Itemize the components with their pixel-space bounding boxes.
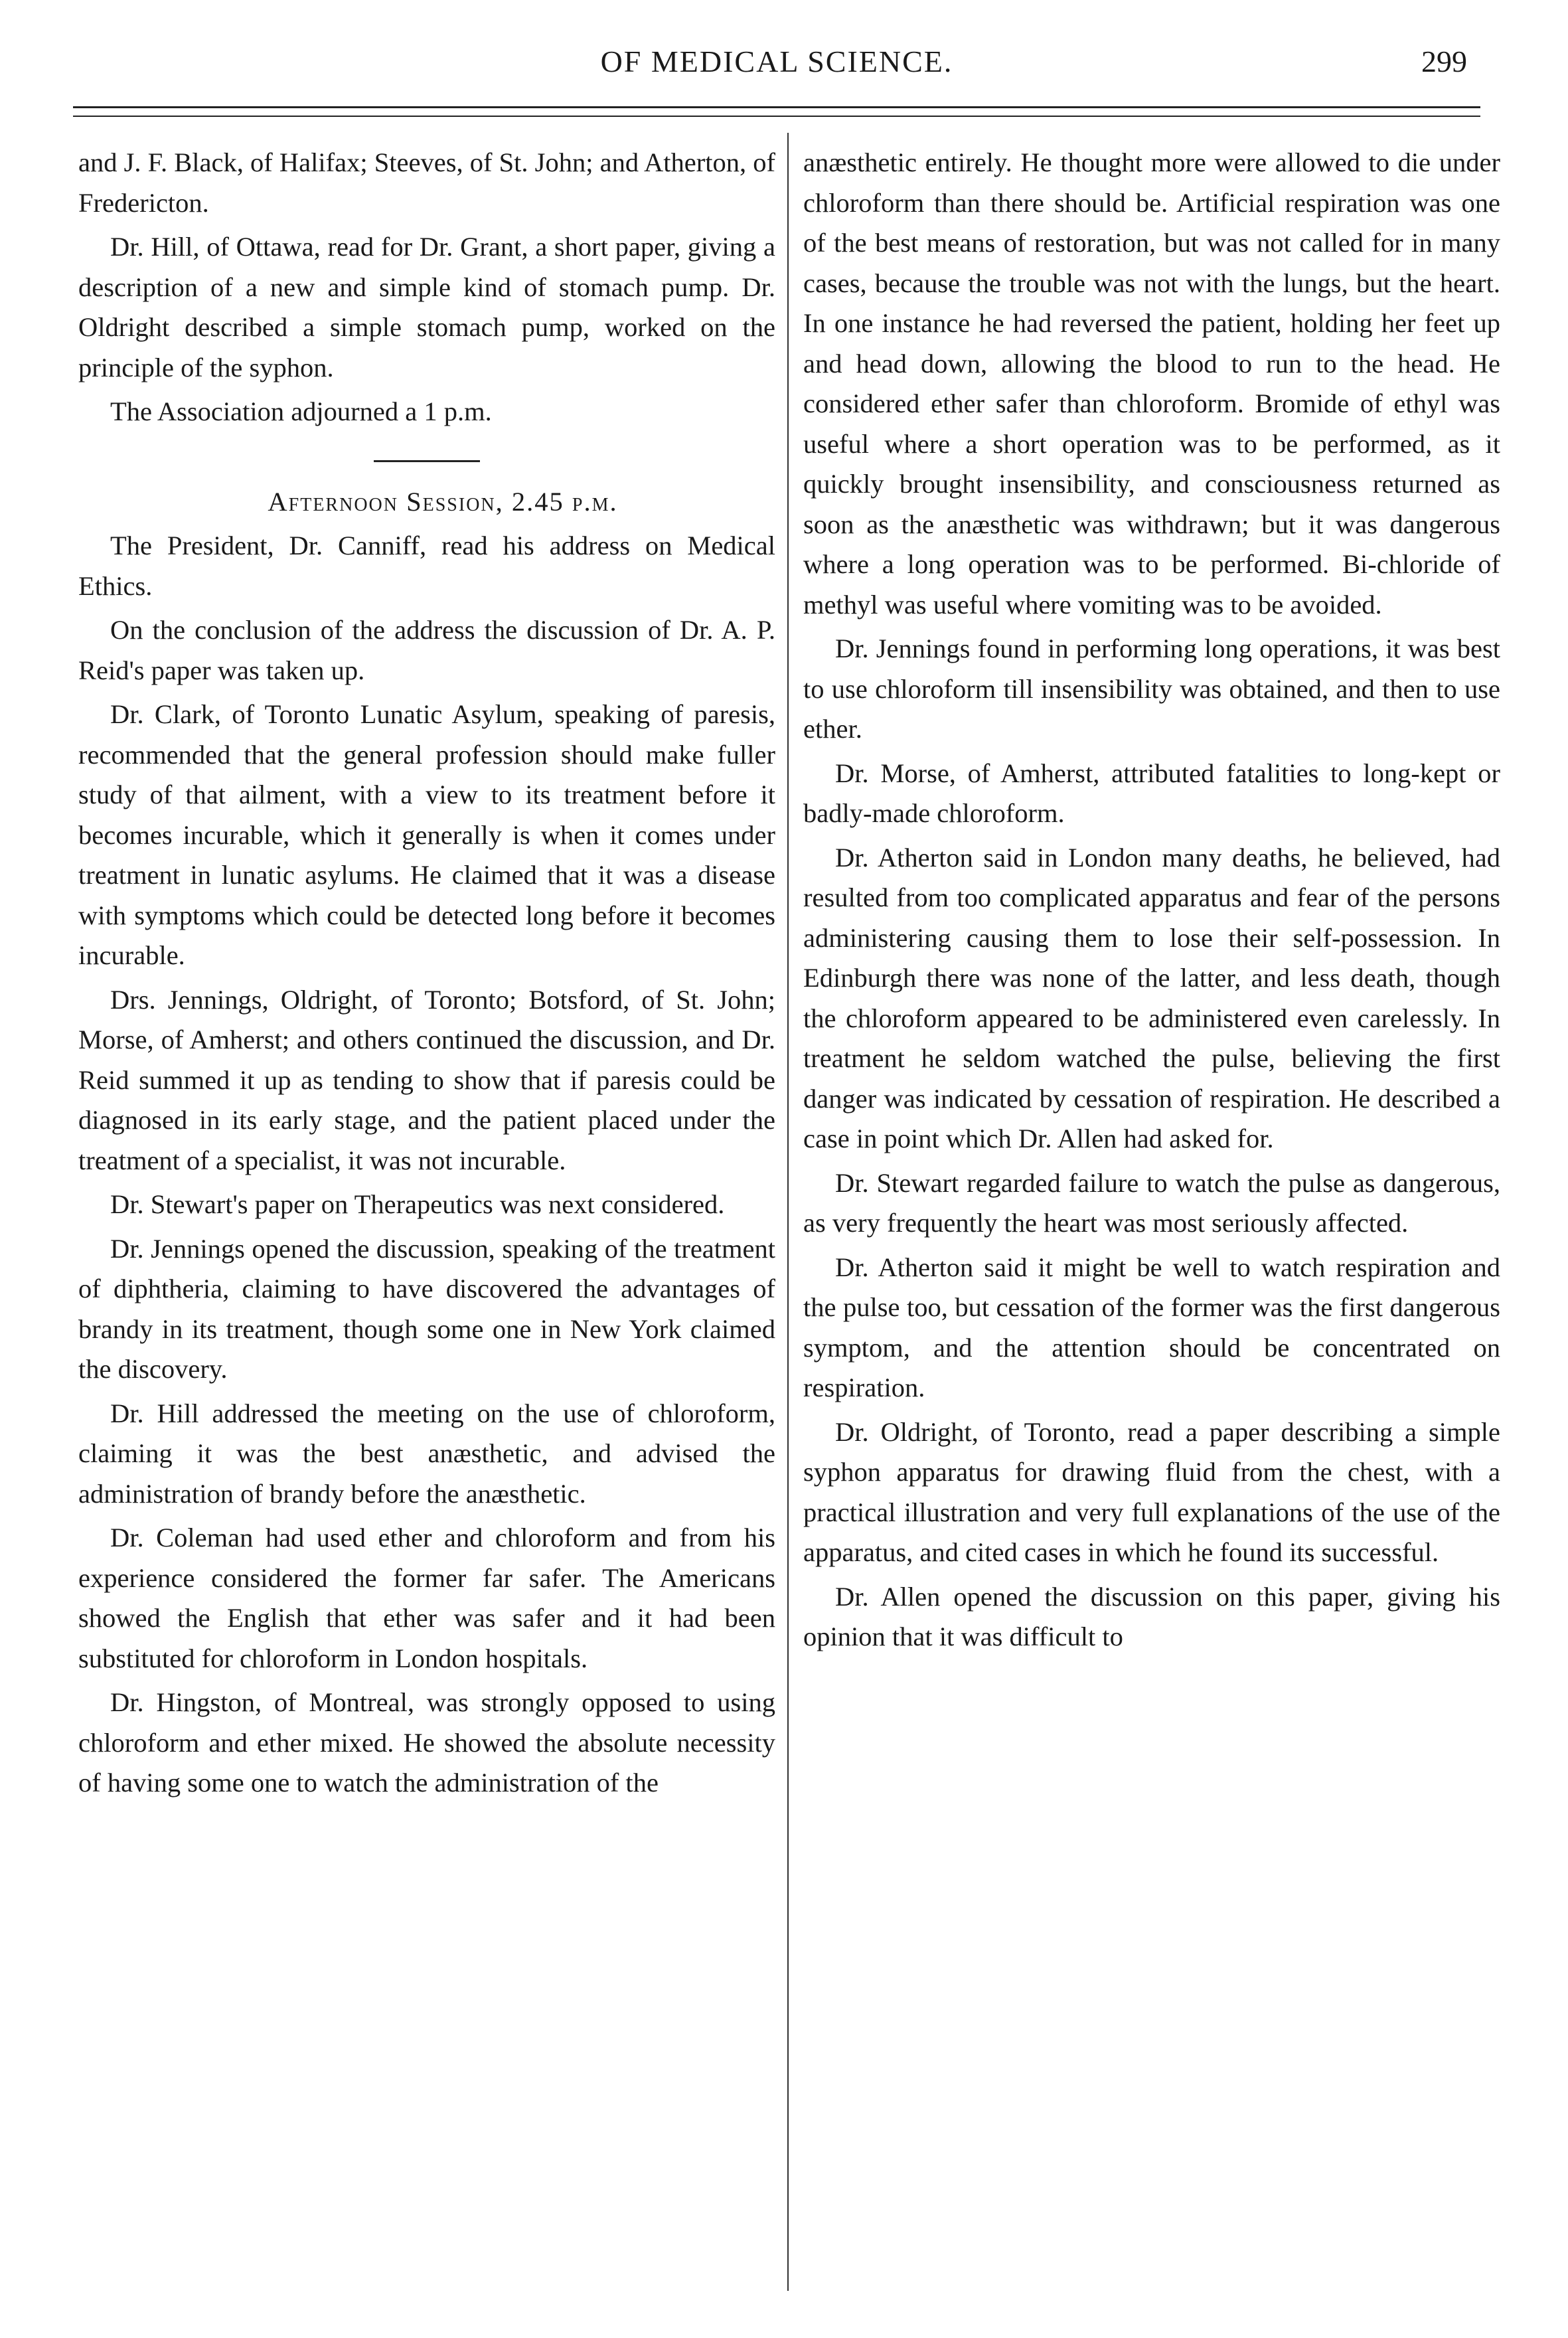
paragraph: Dr. Hill, of Ottawa, read for Dr. Grant, a short paper, giving a description of a new and simple kind of stomach pump. Dr. Oldright described a simple stomach pump, worked on the principle of the syphon. — [78, 232, 775, 382]
paragraph: Dr. Coleman had used ether and chloroform and from his experience considered the former far safer. The Americans showed the English that ether was safer and it had been substituted for chloroform in London hospitals. — [78, 1523, 775, 1673]
running-title: OF MEDICAL SCIENCE. — [600, 44, 953, 78]
page-number: 299 — [1421, 44, 1467, 78]
paragraph: Dr. Morse, of Amherst, attributed fatalities to long-kept or badly-made chloroform. — [803, 758, 1500, 828]
paragraph: Dr. Atherton said in London many deaths, he believed, had resulted from too complicated apparatus and fear of the persons administering causing them to lose their self-possession. In Edinburgh there was none of the latter, and less death, though the chloroform appeared to be administered even carelessly. In treatment he seldom watched the pulse, believing the first danger was indicated by cessation of respiration. He described a case in point which Dr. Allen had asked for. — [803, 842, 1500, 1153]
right-column — [803, 143, 1500, 1661]
paragraph: Dr. Allen opened the discussion on this paper, giving his opinion that it was difficult to — [803, 1581, 1500, 1651]
paragraph: Dr. Hill addressed the meeting on the use of chloroform, claiming it was the best anæsthetic, and advised the administration of brandy before the anæsthetic. — [78, 1398, 775, 1509]
section-divider — [374, 460, 480, 462]
paragraph: The Association adjourned a 1 p.m. — [110, 396, 492, 426]
paragraph: On the conclusion of the address the discussion of Dr. A. P. Reid's paper was taken up. — [78, 615, 775, 685]
paragraph: Dr. Stewart's paper on Therapeutics was next considered. — [110, 1189, 725, 1219]
header-rule-top — [73, 106, 1480, 108]
paragraph: Dr. Clark, of Toronto Lunatic Asylum, speaking of paresis, recommended that the general profession should make fuller study of that ailment, with a view to its treatment before it becomes incurable, which it generally is when it comes under treatment in lunatic asylums. He claimed that it was a disease with symptoms which could be detected long before it becomes incurable. — [78, 699, 775, 970]
paragraph: Drs. Jennings, Oldright, of Toronto; Botsford, of St. John; Morse, of Amherst; and others continued the discussion, and Dr. Reid summed it up as tending to show that if paresis could be diagnosed in its early stage, and the patient placed under the treatment of a specialist, it was not incurable. — [78, 984, 775, 1175]
paragraph: and J. F. Black, of Halifax; Steeves, of St. John; and Atherton, of Fredericton. — [78, 147, 775, 218]
paragraph: The President, Dr. Canniff, read his address on Medical Ethics. — [78, 531, 775, 601]
column-divider — [787, 133, 789, 2291]
paragraph: Dr. Atherton said it might be well to watch respiration and the pulse too, but cessation of the former was the first dangerous symptom, and the attention should be concentrated on respiration. — [803, 1252, 1500, 1402]
paragraph: Dr. Jennings found in performing long operations, it was best to use chloroform till insensibility was obtained, and then to use ether. — [803, 633, 1500, 744]
paragraph: Dr. Stewart regarded failure to watch the pulse as dangerous, as very frequently the heart was most seriously affected. — [803, 1167, 1500, 1238]
paragraph: Dr. Oldright, of Toronto, read a paper describing a simple syphon apparatus for drawing fluid from the chest, with a practical illustration and very full explanations of the use of the apparatus, and cited cases in which he found its successful. — [803, 1416, 1500, 1567]
section-heading: Afternoon Session, 2.45 p.m. — [268, 486, 618, 517]
paragraph: Dr. Hingston, of Montreal, was strongly opposed to using chloroform and ether mixed. He showed the absolute necessity of having some one to watch the administration of the — [78, 1687, 775, 1797]
header-rule-bottom — [73, 116, 1480, 117]
paragraph: Dr. Jennings opened the discussion, speaking of the treatment of diphtheria, claiming to have discovered the advantages of brandy in its treatment, though some one in New York claimed the discovery. — [78, 1233, 775, 1384]
page-header — [73, 39, 1480, 98]
left-column — [78, 143, 775, 1807]
paragraph: anæsthetic entirely. He thought more were allowed to die under chloroform than there should be. Artificial respiration was one of the best means of restoration, but was not called for in many cases, because the trouble was not with the lungs, but the heart. In one instance he had reversed the patient, holding her feet up and head down, allowing the blood to run to the head. He considered ether safer than chloroform. Bromide of ethyl was useful where a short operation was to be performed, as it quickly brought insensibility, and consciousness returned as soon as the anæsthetic was withdrawn; but it was dangerous where a long operation was to be performed. Bi-chloride of methyl was useful where vomiting was to be avoided. — [803, 147, 1500, 620]
